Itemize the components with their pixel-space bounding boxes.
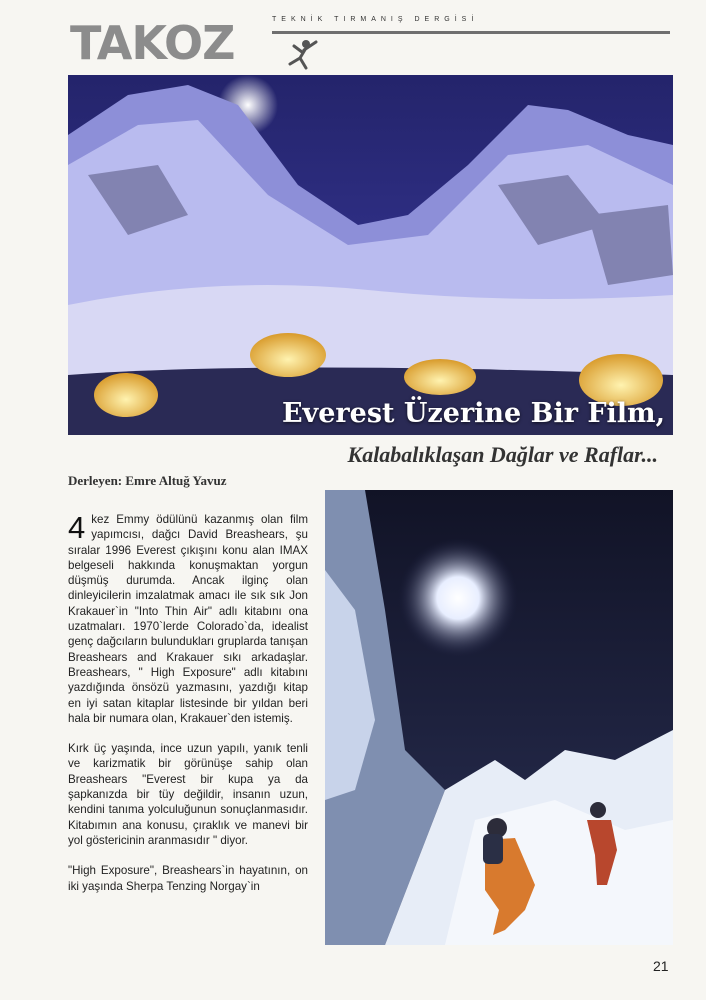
hero-image-everest-camp — [68, 75, 673, 435]
paragraph-2: Kırk üç yaşında, ince uzun yapılı, yanık tenli ve karizmatik bir görünüşe sahip olan Breashears "Everest bir kupa ya da şapkanızda bir tüy değildir, insanın uzun, kendini tanıma yolculuğunun sonuçlanmasıdır. Kitabımın ana konusu, çıraklık ve manevi bir yol göstericinin aranmasıdır " diyor. — [68, 742, 308, 847]
paragraph-3: "High Exposure", Breashears`in hayatının, on iki yaşında Sherpa Tenzing Norgay`in — [68, 864, 308, 893]
article-body — [68, 512, 308, 909]
magazine-tagline: TEKNİK TIRMANIŞ DERGİSİ — [272, 16, 479, 23]
page-number: 21 — [653, 958, 669, 974]
article-byline: Derleyen: Emre Altuğ Yavuz — [68, 473, 227, 488]
climbers-photo — [325, 490, 673, 945]
logo-wordmark: TAKOZ — [70, 16, 235, 70]
article-subtitle: Kalabalıklaşan Dağlar ve Raflar... — [347, 442, 658, 467]
header-rule — [272, 31, 670, 34]
drop-cap: 4 — [68, 510, 86, 545]
paragraph-1 — [68, 512, 308, 726]
paragraph-1-text: kez Emmy ödülünü kazanmış olan film yapımcısı, dağcı David Breashears, şu sıralar 1996 Everest çıkışını konu alan IMAX belgeseli hakkında konuşmaktan yorgun düşmüş durumda. Ancak ilginç olan dinleyicilerin imzalatmak amacı ile sık sık Jon Krakauer`in "Into Thin Air" adlı kitabını ona uzatmaları. 1970`lerde Colorado`da, idealist genç dağcıların bulundukları gruplarda tanışan Breashears and Krakauer sıkı arkadaşlar. Breashears, " High Exposure" adlı kitabını yazdığında önsözü yazmasını, yazdığı kitap en iyi satan kitaplar listesinde bir yıldan beri hala bir numara olan, Krakauer`den istemiş. — [68, 513, 308, 725]
climber-icon — [276, 38, 324, 72]
article-title: Everest Üzerine Bir Film, — [281, 398, 665, 429]
